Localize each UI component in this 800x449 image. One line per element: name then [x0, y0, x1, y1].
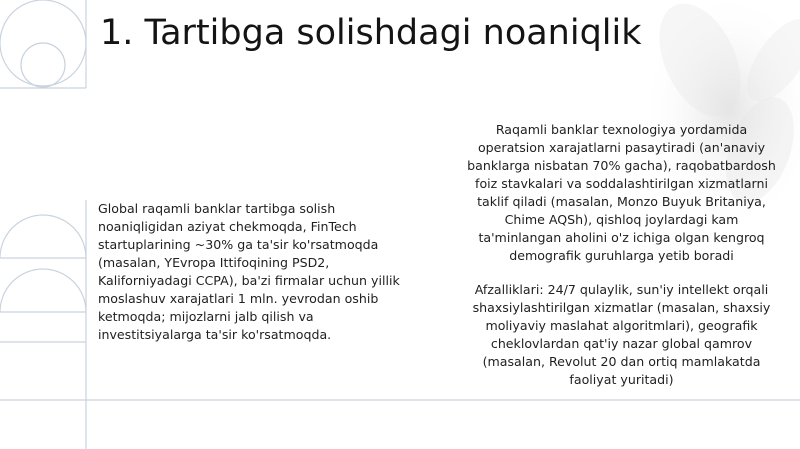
slide-title: 1. Tartibga solishdagi noaniqlik [100, 13, 642, 53]
decor-arc-upper [0, 215, 86, 258]
decor-circle-small [21, 43, 65, 87]
left-body-text: Global raqamli banklar tartibga solish noaniqligidan aziyat chekmoqda, FinTech startuplarining ~30% ga ta'sir ko'rsatmoqda (masalan, YEvropa Ittifoqining PSD2, Kaliforniyadagi CCPA), ba'zi firmalar uchun yillik moslashuv xarajatlari 1 mln. yevrodan oshib ketmoqda; mijozlarni jalb qilish va investitsiyalarga ta'sir ko'rsatmoqda. [98, 201, 400, 342]
right-paragraph-2: Afzalliklari: 24/7 qulaylik, sun'iy intellekt orqali shaxsiylashtirilgan xizmatlar (masalan, shaxsiy moliyaviy maslahat algoritmlari), geografik cheklovlardan qat'iy nazar global qamrov (masalan, Revolut 20 dan ortiq mamlakatda faoliyat yuritadi) [472, 282, 771, 387]
right-column [463, 121, 780, 389]
right-paragraph-1: Raqamli banklar texnologiya yordamida operatsion xarajatlarni pasaytiradi (an'anaviy banklarga nisbatan 70% gacha), raqobatbardosh foiz stavkalari va soddalashtirilgan xizmatlarni taklif qiladi (masalan, Monzo Buyuk Britaniya, Chime AQSh), qishloq joylardagi kam ta'minlangan aholini o'z ichiga olgan kengroq demografik guruhlarga yetib boradi [467, 122, 776, 263]
decor-arc-middle [0, 269, 86, 312]
